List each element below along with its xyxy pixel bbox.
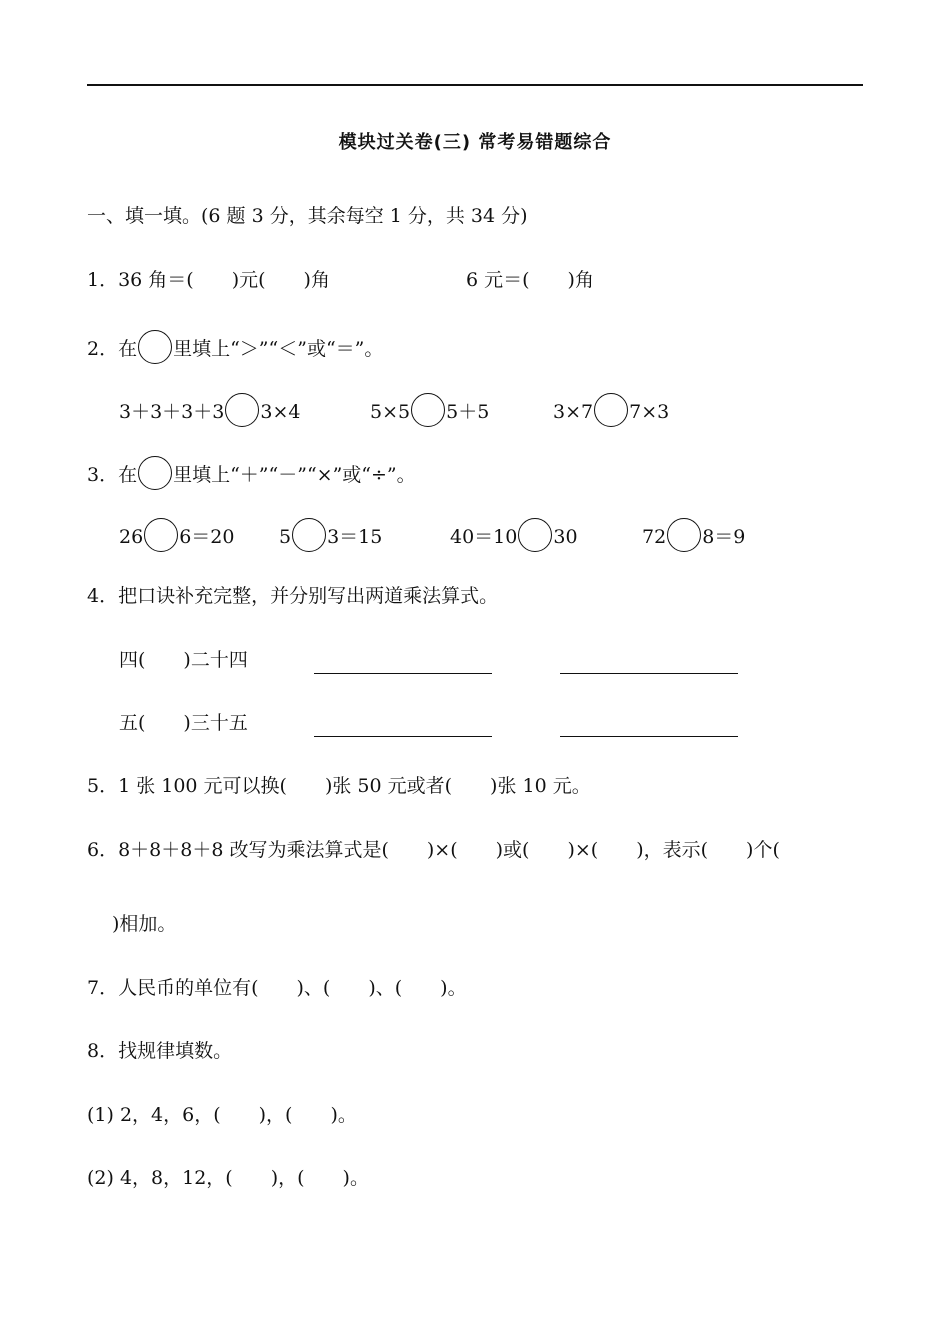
q2-stem-pre: 2．在	[87, 338, 138, 360]
question-7: 7．人民币的单位有( )、( )、( )。	[87, 977, 467, 999]
answer-blank[interactable]	[314, 718, 492, 737]
q2-item-right: 5＋5	[446, 401, 490, 423]
q3-item	[279, 518, 382, 552]
q2-item	[553, 393, 669, 427]
q3-item-left: 72	[642, 526, 667, 548]
header-rule	[87, 84, 863, 86]
q4-row1: 四( )二十四	[119, 649, 248, 671]
q2-item-left: 3＋3＋3＋3	[119, 401, 225, 423]
q3-item-right: 30	[553, 526, 578, 548]
q3-stem-pre: 3．在	[87, 464, 138, 486]
q3-item-right: 6＝20	[179, 526, 235, 548]
q2-item-right: 3×4	[260, 401, 301, 423]
q2-item-right: 7×3	[629, 401, 670, 423]
q3-item-left: 26	[119, 526, 144, 548]
section-heading: 一、填一填。(6 题 3 分，其余每空 1 分，共 34 分)	[87, 205, 528, 227]
answer-blank[interactable]	[314, 655, 492, 674]
question-8-part2: (2) 4，8，12，( )，( )。	[87, 1167, 369, 1189]
answer-circle-icon[interactable]	[594, 393, 628, 427]
answer-circle-icon[interactable]	[411, 393, 445, 427]
q3-stem-post: 里填上“＋”“－”“×”或“÷”。	[173, 464, 416, 486]
question-8-part1: (1) 2，4，6，( )，( )。	[87, 1104, 357, 1126]
answer-circle-icon	[138, 456, 172, 490]
question-6a: 6．8＋8＋8＋8 改写为乘法算式是( )×( )或( )×( )，表示( )个(	[87, 839, 780, 861]
q3-item-left: 5	[279, 526, 292, 548]
q2-item-left: 3×7	[553, 401, 594, 423]
q3-item	[119, 518, 234, 552]
page-title: 模块过关卷(三) 常考易错题综合	[338, 132, 612, 153]
question-1a: 1．36 角＝( )元( )角	[87, 269, 330, 291]
answer-circle-icon[interactable]	[518, 518, 552, 552]
answer-blank[interactable]	[560, 655, 738, 674]
answer-circle-icon[interactable]	[292, 518, 326, 552]
q3-item	[450, 518, 578, 552]
question-5: 5．1 张 100 元可以换( )张 50 元或者( )张 10 元。	[87, 775, 591, 797]
q3-item-right: 8＝9	[702, 526, 746, 548]
question-3-stem	[87, 456, 416, 490]
question-6b: )相加。	[112, 913, 177, 935]
answer-circle-icon[interactable]	[225, 393, 259, 427]
q2-stem-post: 里填上“＞”“＜”或“＝”。	[173, 338, 384, 360]
q4-row2: 五( )三十五	[119, 712, 248, 734]
q3-item-left: 40＝10	[450, 526, 518, 548]
q2-item	[370, 393, 489, 427]
question-2-stem	[87, 330, 383, 364]
question-1b: 6 元＝( )角	[466, 269, 594, 291]
q2-item-left: 5×5	[370, 401, 411, 423]
question-8-stem: 8．找规律填数。	[87, 1040, 233, 1062]
question-4-stem: 4．把口诀补充完整，并分别写出两道乘法算式。	[87, 585, 499, 607]
answer-blank[interactable]	[560, 718, 738, 737]
answer-circle-icon	[138, 330, 172, 364]
q3-item-right: 3＝15	[327, 526, 383, 548]
q2-item	[119, 393, 300, 427]
answer-circle-icon[interactable]	[144, 518, 178, 552]
q3-item	[642, 518, 745, 552]
answer-circle-icon[interactable]	[667, 518, 701, 552]
